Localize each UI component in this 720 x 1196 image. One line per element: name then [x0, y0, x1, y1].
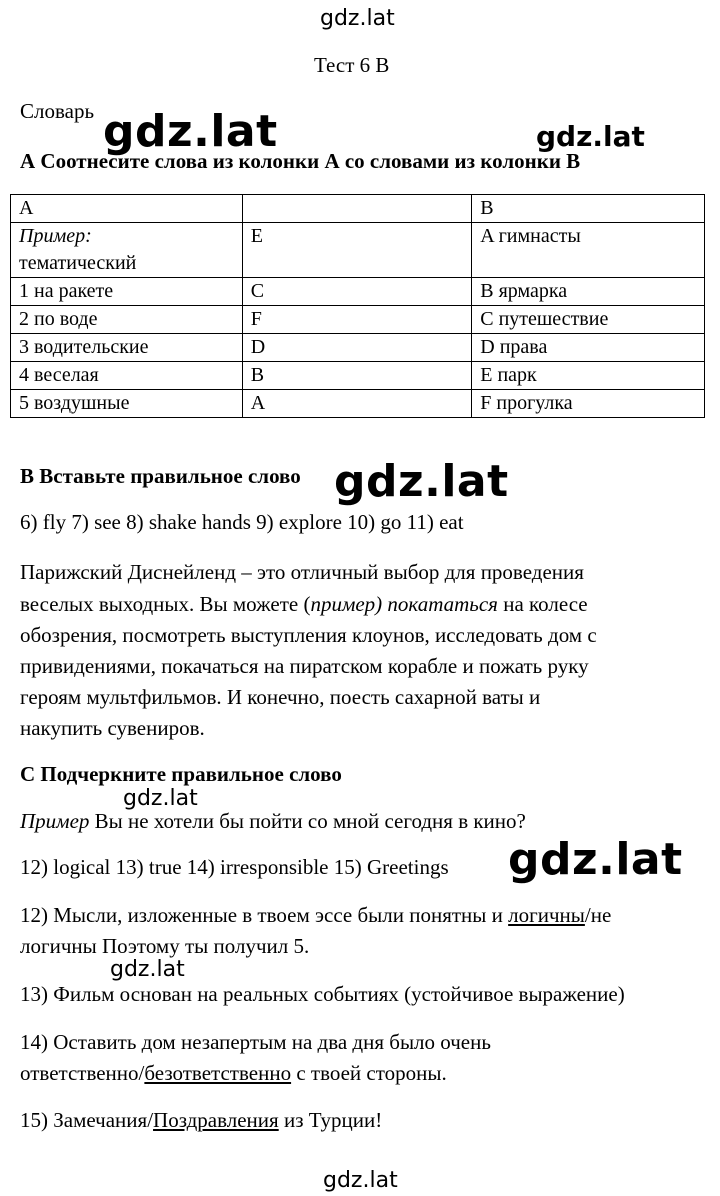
- section-c-heading: С Подчеркните правильное слово: [20, 762, 342, 786]
- q12-line-1: [20, 900, 611, 931]
- watermark-3: gdz.lat: [334, 456, 509, 507]
- watermark-4: gdz.lat: [123, 786, 198, 811]
- q15-text-end: из Турции!: [278, 1108, 383, 1132]
- table-row-example: [11, 223, 705, 278]
- row-answer: B: [242, 362, 472, 390]
- row-b: D права: [472, 334, 705, 362]
- watermark-top: gdz.lat: [320, 6, 395, 31]
- matching-table: [10, 194, 705, 418]
- table-row: [11, 278, 705, 306]
- row-answer: D: [242, 334, 472, 362]
- example-word: тематический: [19, 252, 137, 274]
- example-sentence: Вы не хотели бы пойти со мной сегодня в кино?: [89, 809, 526, 833]
- vocab-label: Словарь: [20, 99, 95, 123]
- row-a: 5 воздушные: [11, 390, 243, 418]
- header-col-a: А: [11, 195, 243, 223]
- paragraph-line-5: героям мультфильмов. И конечно, поесть сахарной ваты и: [20, 685, 541, 709]
- row-answer: F: [242, 306, 472, 334]
- q14-line-1: 14) Оставить дом незапертым на два дня было очень: [20, 1030, 491, 1054]
- paragraph-line-2: [20, 589, 588, 620]
- q15: [20, 1105, 382, 1136]
- q12-text: 12) Мысли, изложенные в твоем эссе были понятны и: [20, 903, 509, 927]
- q13: 13) Фильм основан на реальных событиях (устойчивое выражение): [20, 982, 625, 1006]
- section-b-wordlist: 6) fly 7) see 8) shake hands 9) explore 10) go 11) eat: [20, 510, 464, 534]
- row-answer: C: [242, 278, 472, 306]
- q15-alt: 15) Замечания/: [20, 1108, 154, 1132]
- row-a: 2 по воде: [11, 306, 243, 334]
- section-b-heading: В Вставьте правильное слово: [20, 464, 301, 488]
- q14-underlined-answer: безответственно: [144, 1061, 292, 1085]
- q15-underlined-answer: Поздравления: [153, 1108, 279, 1132]
- row-a: 4 веселая: [11, 362, 243, 390]
- section-c-wordlist: 12) logical 13) true 14) irresponsible 15) Greetings: [20, 855, 449, 879]
- paragraph-line-3: обозрения, посмотреть выступления клоунов, исследовать дом с: [20, 623, 597, 647]
- watermark-5: gdz.lat: [508, 834, 683, 885]
- section-c-example: [20, 806, 526, 837]
- row-b: F прогулка: [472, 390, 705, 418]
- paragraph-line-2-end: на колесе: [497, 592, 588, 616]
- example-label: Пример: [20, 809, 90, 833]
- table-row: [11, 390, 705, 418]
- table-row: [11, 306, 705, 334]
- q14-alt: ответственно/: [20, 1061, 145, 1085]
- row-a: 1 на ракете: [11, 278, 243, 306]
- page-title: Тест 6 В: [314, 53, 390, 77]
- row-b: E парк: [472, 362, 705, 390]
- paragraph-line-4: привидениями, покачаться на пиратском корабле и пожать руку: [20, 654, 589, 678]
- watermark-2: gdz.lat: [536, 120, 645, 153]
- table-header-row: [11, 195, 705, 223]
- q12-underlined-answer: логичны: [508, 903, 585, 927]
- q14-text-end: с твоей стороны.: [291, 1061, 447, 1085]
- header-col-answer: [242, 195, 472, 223]
- row-b: B ярмарка: [472, 278, 705, 306]
- q12-alt: /не: [584, 903, 612, 927]
- section-a-heading: А Соотнесите слова из колонки А со словами из колонки В: [20, 149, 581, 173]
- example-cell: [11, 223, 243, 278]
- watermark-bottom: gdz.lat: [323, 1168, 398, 1193]
- row-answer: A: [242, 390, 472, 418]
- header-col-b: В: [472, 195, 705, 223]
- paragraph-line-1: Парижский Диснейленд – это отличный выбор для проведения: [20, 560, 584, 584]
- example-answer: E: [242, 223, 472, 278]
- example-b: A гимнасты: [472, 223, 705, 278]
- q12-line-2: логичны Поэтому ты получил 5.: [20, 934, 310, 958]
- table-row: [11, 334, 705, 362]
- watermark-1: gdz.lat: [103, 106, 278, 157]
- example-label: Пример:: [19, 225, 92, 247]
- row-b: C путешествие: [472, 306, 705, 334]
- q14-line-2: [20, 1058, 447, 1089]
- paragraph-example: пример) покататься: [310, 592, 498, 616]
- table-row: [11, 362, 705, 390]
- paragraph-line-6: накупить сувениров.: [20, 716, 205, 740]
- paragraph-line-2-start: веселых выходных. Вы можете (: [20, 592, 311, 616]
- row-a: 3 водительские: [11, 334, 243, 362]
- watermark-6: gdz.lat: [110, 957, 185, 982]
